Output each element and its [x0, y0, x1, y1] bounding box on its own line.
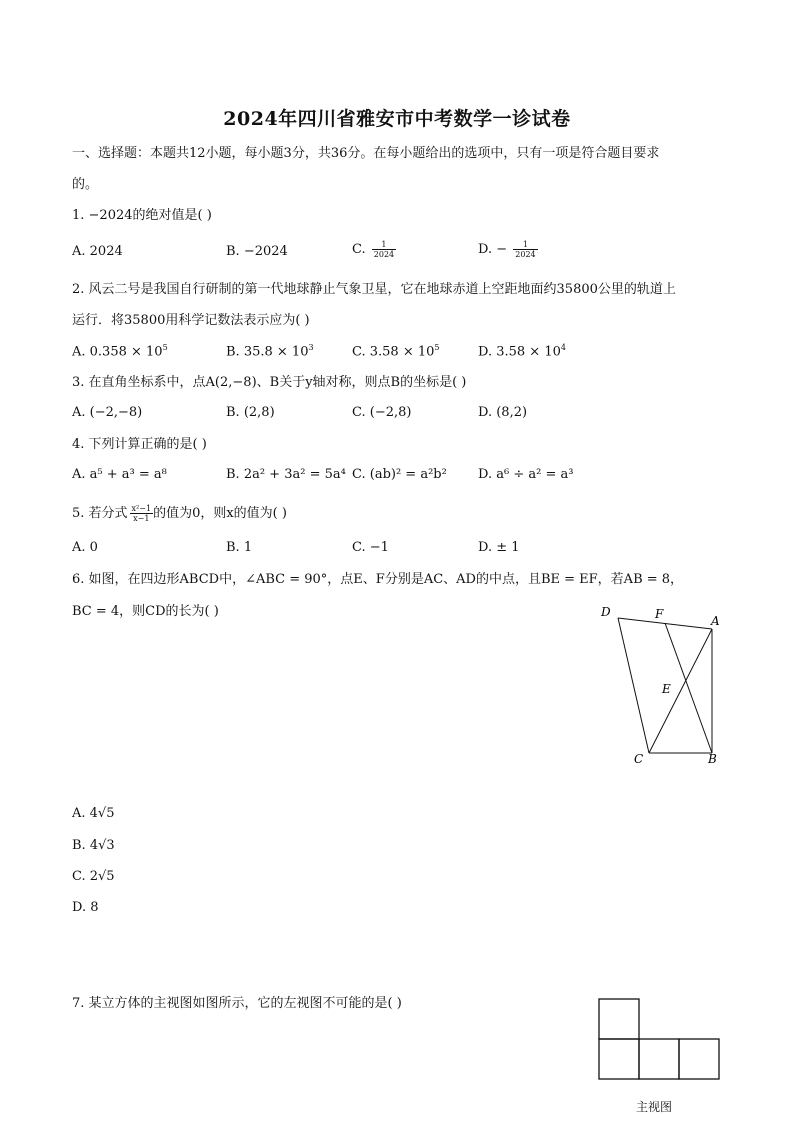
question-6-option-d: D. 8 — [72, 900, 99, 915]
question-2-option-a — [72, 343, 168, 359]
question-2-option-c — [352, 343, 440, 359]
fraction-denominator: 2024 — [515, 250, 536, 259]
question-1-option-a: A. 2024 — [72, 244, 123, 259]
front-view-caption: 主视图 — [636, 1100, 673, 1114]
label-b: B — [708, 752, 717, 766]
question-5-option-b: B. 1 — [226, 540, 253, 555]
fraction — [372, 240, 396, 259]
fraction-numerator: 1 — [513, 240, 537, 250]
question-3-option-c: C. (−2,8) — [352, 405, 412, 420]
question-3-option-d: D. (8,2) — [478, 405, 528, 420]
question-2-stem-line1: 2. 风云二号是我国自行研制的第一代地球静止气象卫星，它在地球赤道上空距地面约35800公里的轨道上 — [72, 282, 676, 297]
question-3-option-b: B. (2,8) — [226, 405, 275, 420]
question-1-option-d — [478, 240, 538, 259]
option-prefix: D. − — [478, 242, 508, 257]
label-d: D — [601, 605, 611, 619]
question-2-stem-line2: 运行．将35800用科学记数法表示应为( ) — [72, 313, 310, 328]
label-a: A — [711, 614, 720, 628]
question-5-option-c: C. −1 — [352, 540, 389, 555]
question-1-option-c — [352, 240, 396, 259]
fraction-numerator: x²−1 — [131, 504, 152, 513]
option-exponent: 5 — [434, 343, 440, 352]
cube-bottom-middle — [639, 1039, 679, 1079]
question-2-option-d — [478, 343, 566, 359]
label-f: F — [655, 607, 664, 621]
label-e: E — [662, 682, 671, 696]
stem-prefix: 5. 若分式 — [72, 506, 128, 521]
question-2-option-b — [226, 343, 314, 359]
option-prefix: C. — [352, 242, 366, 257]
segment-ac — [649, 629, 712, 753]
option-base: C. 3.58 × 10 — [352, 344, 435, 360]
section-instruction-line2: 的。 — [72, 177, 99, 192]
cube-bottom-right — [679, 1039, 719, 1079]
cube-top — [599, 999, 639, 1039]
front-view-diagram — [596, 996, 722, 1082]
fraction — [130, 504, 154, 523]
question-7-stem: 7. 某立方体的主视图如图所示，它的左视图不可能的是( ) — [72, 996, 402, 1011]
question-6-stem-line2: BC = 4，则CD的长为( ) — [72, 604, 219, 619]
question-4-stem: 4. 下列计算正确的是( ) — [72, 437, 207, 452]
option-base: B. 35.8 × 10 — [226, 344, 309, 360]
question-3-stem: 3. 在直角坐标系中，点A(2,−8)、B关于y轴对称，则点B的坐标是( ) — [72, 375, 467, 390]
label-c: C — [634, 752, 644, 766]
question-1-option-b: B. −2024 — [226, 244, 288, 259]
page-title: 2024年四川省雅安市中考数学一诊试卷 — [223, 108, 571, 130]
fraction-denominator: 2024 — [373, 250, 395, 259]
question-4-option-c: C. (ab)² = a²b² — [352, 467, 447, 482]
option-base: D. 3.58 × 10 — [478, 344, 561, 360]
option-exponent: 5 — [162, 343, 168, 352]
question-4-option-b: B. 2a² + 3a² = 5a⁴ — [226, 467, 346, 482]
quadrilateral-diagram — [590, 598, 730, 773]
question-3-option-a: A. (−2,−8) — [72, 405, 143, 420]
stem-suffix: 的值为0，则x的值为( ) — [153, 506, 287, 521]
fraction — [513, 240, 537, 259]
option-exponent: 4 — [560, 343, 566, 352]
question-5-option-a: A. 0 — [72, 540, 98, 555]
cube-bottom-left — [599, 1039, 639, 1079]
fraction-numerator: 1 — [372, 240, 396, 250]
section-instruction-line1: 一、选择题：本题共12小题，每小题3分，共36分。在每小题给出的选项中，只有一项是符合题目要求 — [72, 146, 660, 161]
question-6-option-c: C. 2√5 — [72, 869, 115, 884]
question-6-option-a: A. 4√5 — [72, 806, 115, 821]
option-base: A. 0.358 × 10 — [72, 344, 163, 360]
segment-cd — [618, 618, 649, 753]
question-6-stem-line1: 6. 如图，在四边形ABCD中，∠ABC = 90°，点E、F分别是AC、AD的中点，且BE = EF，若AB = 8， — [72, 572, 684, 587]
question-5-option-d: D. ± 1 — [478, 540, 520, 555]
option-exponent: 3 — [308, 343, 314, 352]
question-6-option-b: B. 4√3 — [72, 838, 115, 853]
question-5-stem — [72, 504, 287, 523]
question-4-option-a: A. a⁵ + a³ = a⁸ — [72, 467, 167, 482]
question-4-option-d: D. a⁶ ÷ a² = a³ — [478, 467, 574, 482]
question-1-stem: 1. −2024的绝对值是( ) — [72, 208, 212, 223]
fraction-denominator: x−1 — [133, 514, 150, 523]
